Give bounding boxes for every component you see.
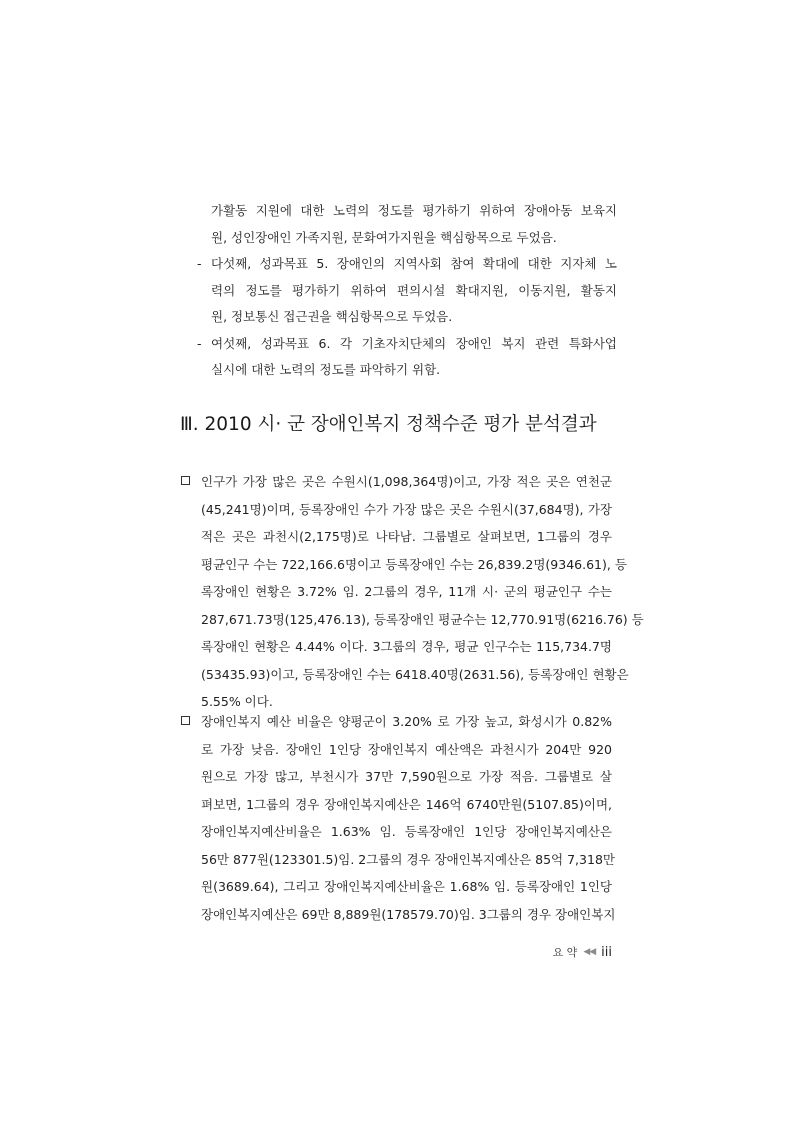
population-section	[180, 468, 644, 716]
text-line: (53435.93)이고, 등록장애인 수는 6418.40명(2631.56), 등록장애인 현황은	[201, 666, 629, 682]
page-number: iii	[601, 944, 612, 960]
text-line: 287,671.73명(125,476.13), 등록장애인 평균수는 12,770.91명(6216.76) 등	[201, 611, 644, 627]
text-line: 록장애인 현황은 3.72% 임. 2그룹의 경우, 11개 시· 군의 평균인구 수는	[201, 584, 612, 599]
dash-marker: -	[197, 256, 202, 271]
text-line: 다섯째, 성과목표 5. 장애인의 지역사회 참여 확대에 대한 지자체 노	[211, 256, 617, 271]
double-arrow-left-icon: ◀◀	[583, 947, 596, 957]
bullet-item-sixth	[197, 331, 617, 358]
dash-marker: -	[197, 335, 202, 351]
text-line: 5.55% 이다.	[201, 694, 273, 709]
text-line: 원으로 가장 많고, 부천시가 37만 7,590원으로 가장 적음. 그룹별로 살	[201, 769, 612, 784]
bullet-item-fifth	[197, 251, 617, 278]
text-line: (45,241명)이며, 등록장애인 수가 가장 많은 곳은 수원시(37,684명), 가장	[201, 501, 612, 517]
text-line: 여섯째, 성과목표 6. 각 기초자치단체의 장애인 복지 관련 특화사업	[211, 335, 617, 351]
page-footer	[553, 944, 612, 960]
text-line: 력의 정도를 평가하기 위하여 편의시설 확대지원, 이동지원, 활동지	[211, 282, 617, 298]
footer-label: 요 약	[552, 946, 578, 959]
checkbox-bullet-icon	[181, 476, 190, 485]
text-line: 펴보면, 1그룹의 경우 장애인복지예산은 146억 6740만원(5107.85)이며,	[201, 796, 612, 812]
text-line: 장애인복지예산비율은 1.63% 임. 등록장애인 1인당 장애인복지예산은	[201, 824, 612, 839]
text-line: 평균인구 수는 722,166.6명이고 등록장애인 수는 26,839.2명(9346.61), 등	[201, 556, 627, 572]
text-line: 원, 정보통신 접근권을 핵심항목으로 두었음.	[211, 309, 453, 324]
text-line: 로 가장 낮음. 장애인 1인당 장애인복지 예산액은 과천시가 204만 920	[201, 741, 612, 757]
text-line: 원, 성인장애인 가족지원, 문화여가지원을 핵심항목으로 두었음.	[211, 229, 557, 245]
text-line: 가활동 지원에 대한 노력의 정도를 평가하기 위하여 장애아동 보육지	[211, 203, 617, 218]
text-line: 실시에 대한 노력의 정도를 파악하기 위함.	[211, 362, 441, 377]
text-line: 인구가 가장 많은 곳은 수원시(1,098,364명)이고, 가장 적은 곳은 연천군	[180, 468, 612, 496]
text-line: 56만 877원(123301.5)임. 2그룹의 경우 장애인복지예산은 85억 7,318만	[201, 851, 615, 867]
text-line: 록장애인 현황은 4.44% 이다. 3그룹의 경우, 평균 인구수는 115,734.7명	[201, 639, 612, 654]
intro-continuation	[197, 198, 617, 384]
budget-section	[180, 708, 616, 928]
section-heading: Ⅲ. 2010 시· 군 장애인복지 정책수준 평가 분석결과	[180, 414, 597, 435]
checkbox-bullet-icon	[181, 716, 190, 725]
text-line: 원(3689.64), 그리고 장애인복지예산비율은 1.68% 임. 등록장애인 1인당	[201, 879, 612, 894]
text-line: 장애인복지예산은 69만 8,889원(178579.70)임. 3그룹의 경우 장애인복지	[201, 906, 616, 922]
text-line: 장애인복지 예산 비율은 양평군이 3.20% 로 가장 높고, 화성시가 0.82%	[180, 708, 612, 736]
text-line: 적은 곳은 과천시(2,175명)로 나타남. 그룹별로 살펴보면, 1그룹의 경우	[201, 529, 612, 544]
